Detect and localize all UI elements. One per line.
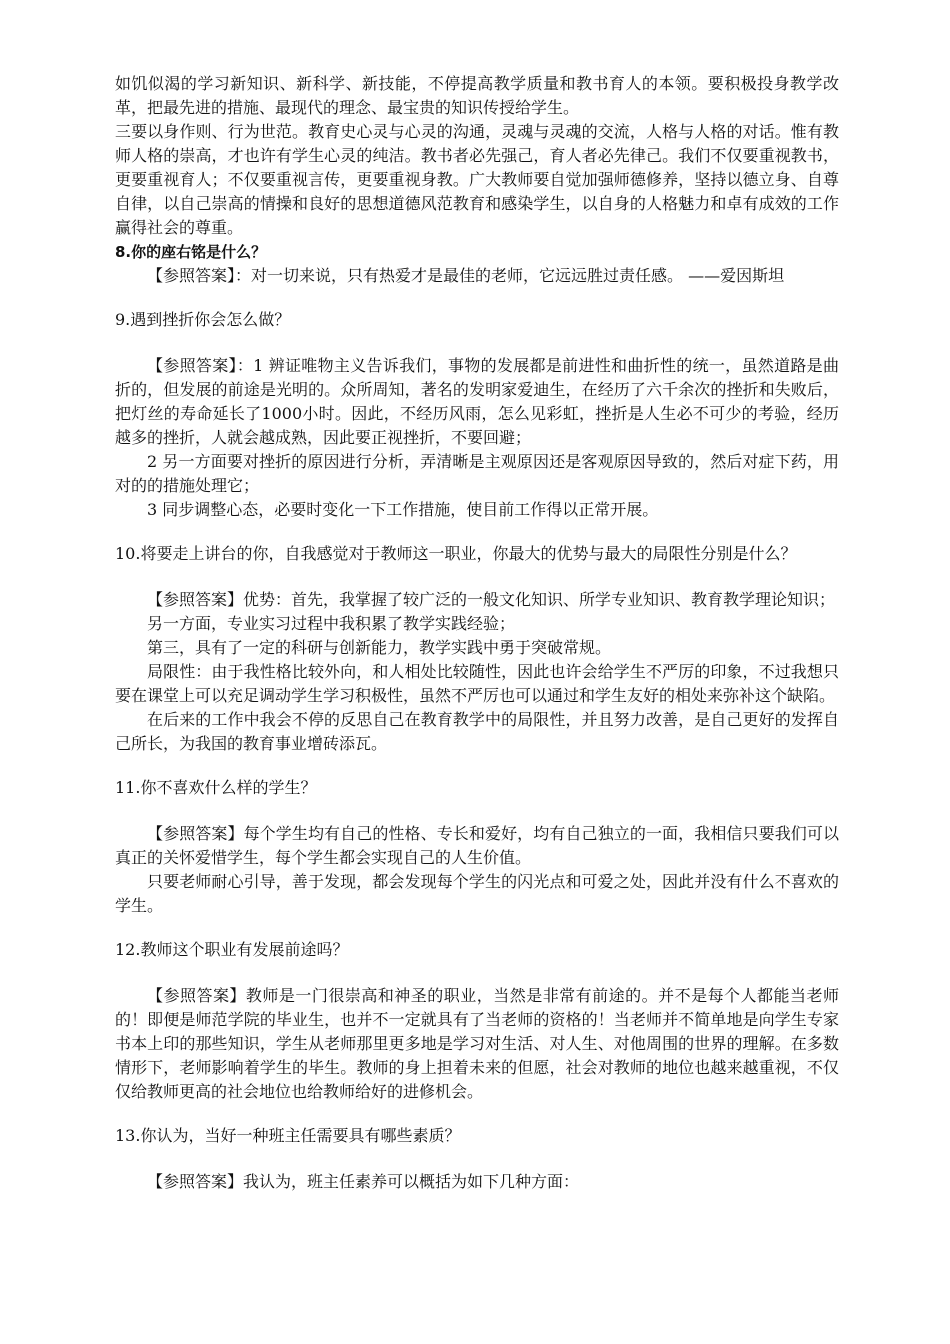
answer-11-part-2: 只要老师耐心引导，善于发现，都会发现每个学生的闪光点和可爱之处，因此并没有什么不喜欢的学生。 [115, 872, 839, 915]
document-page [115, 72, 839, 1194]
answer-10-part-3: 第三，具有了一定的科研与创新能力，教学实践中勇于突破常规。 [147, 638, 612, 657]
question-10: 10.将要走上讲台的你，自我感觉对于教师这一职业，你最大的优势与最大的局限性分别是什么？ [115, 544, 797, 563]
answer-13: 【参照答案】我认为，班主任素养可以概括为如下几种方面： [147, 1172, 580, 1191]
answer-10-part-1: 【参照答案】优势：首先，我掌握了较广泛的一般文化知识、所学专业知识、教育教学理论知识； [147, 590, 836, 609]
answer-9-part-1: 【参照答案】：1 辨证唯物主义告诉我们，事物的发展都是前进性和曲折性的统一，虽然道路是曲折的，但发展的前途是光明的。众所周知，著名的发明家爱迪生，在经历了六千余次的挫折和失败后，把灯丝的寿命延长了1000小时。因此，不经历风雨，怎么见彩虹，挫折是人生必不可少的考验，经历越多的挫折，人就会越成熟，因此要正视挫折，不要回避； [115, 356, 839, 447]
question-9: 9.遇到挫折你会怎么做？ [115, 310, 291, 329]
question-13: 13.你认为，当好一种班主任需要具有哪些素质？ [115, 1126, 461, 1145]
answer-8: 【参照答案】：对一切来说，只有热爱才是最佳的老师，它远远胜过责任感。 ——爱因斯坦 [147, 266, 785, 285]
question-11: 11.你不喜欢什么样的学生？ [115, 778, 317, 797]
answer-10-part-2: 另一方面，专业实习过程中我积累了教学实践经验； [147, 614, 516, 633]
question-12: 12.教师这个职业有发展前途吗？ [115, 940, 349, 959]
answer-11-part-1: 【参照答案】每个学生均有自己的性格、专长和爱好，均有自己独立的一面，我相信只要我们可以真正的关怀爱惜学生，每个学生都会实现自己的人生价值。 [115, 824, 839, 867]
answer-9-part-2: 2 另一方面要对挫折的原因进行分析，弄清晰是主观原因还是客观原因导致的，然后对症下药，用对的的措施处理它； [115, 452, 839, 495]
answer-12: 【参照答案】教师是一门很崇高和神圣的职业，当然是非常有前途的。并不是每个人都能当老师的！即便是师范学院的毕业生，也并不一定就具有了当老师的资格的！当老师并不简单地是向学生专家书本上印的那些知识，学生从老师那里更多地是学习对生活、对人生、对他周围的世界的理解。在多数情形下，老师影响着学生的毕生。教师的身上担着未来的但愿，社会对教师的地位也越来越重视，不仅仅给教师更高的社会地位也给教师给好的进修机会。 [115, 986, 839, 1101]
intro-paragraph-1: 如饥似渴的学习新知识、新科学、新技能，不停提高教学质量和教书育人的本领。要积极投身教学改革，把最先进的措施、最现代的理念、最宝贵的知识传授给学生。 [115, 74, 839, 117]
question-8: 8.你的座右铭是什么？ [115, 243, 267, 261]
answer-10-part-5: 在后来的工作中我会不停的反思自己在教育教学中的局限性，并且努力改善，是自己更好的发挥自己所长，为我国的教育事业增砖添瓦。 [115, 710, 839, 753]
answer-9-part-3: 3 同步调整心态，必要时变化一下工作措施，使目前工作得以正常开展。 [147, 500, 659, 519]
answer-10-part-4: 局限性：由于我性格比较外向，和人相处比较随性，因此也许会给学生不严厉的印象，不过我想只要在课堂上可以充足调动学生学习积极性，虽然不严厉也可以通过和学生友好的相处来弥补这个缺陷。 [115, 662, 839, 705]
intro-paragraph-3: 三要以身作则、行为世范。教育史心灵与心灵的沟通，灵魂与灵魂的交流，人格与人格的对话。惟有教师人格的崇高，才也许有学生心灵的纯洁。教书者必先强己，育人者必先律己。我们不仅要重视教书，更要重视育人；不仅要重视言传，更要重视身教。广大教师要自觉加强师德修养，坚持以德立身、自尊自律，以自己崇高的情操和良好的思想道德风范教育和感染学生，以自身的人格魅力和卓有成效的工作赢得社会的尊重。 [115, 122, 839, 237]
